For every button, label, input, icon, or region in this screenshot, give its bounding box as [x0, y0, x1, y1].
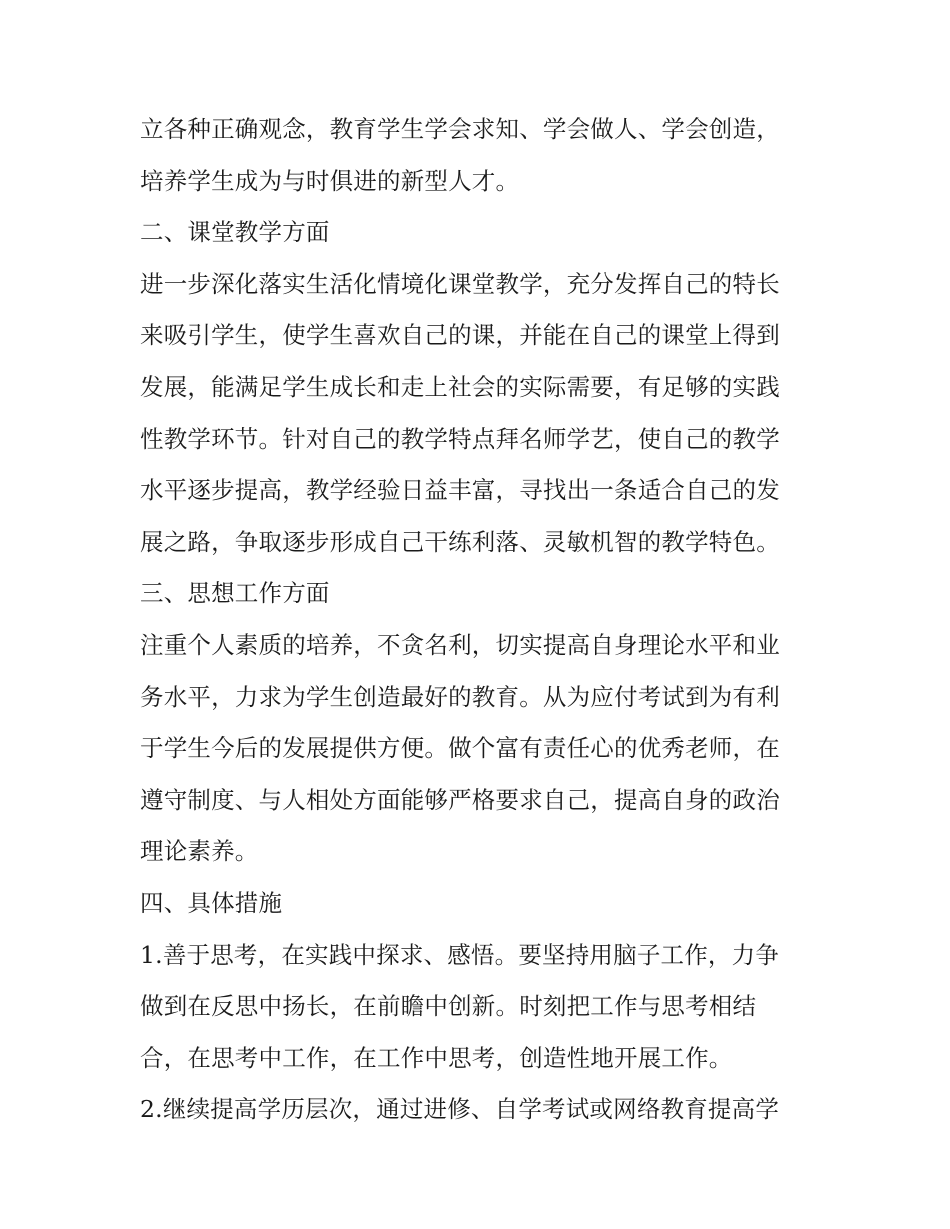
text-line: 理论素养。: [140, 837, 259, 866]
list-item-line: 1.善于思考，在实践中探求、感悟。要坚持用脑子工作，力争: [140, 940, 780, 969]
text-line: 遵守制度、与人相处方面能够严格要求自己，提高自身的政治: [140, 785, 780, 814]
text-line: 做到在反思中扬长，在前瞻中创新。时刻把工作与思考相结: [140, 992, 757, 1021]
text-line: 立各种正确观念，教育学生学会求知、学会做人、学会创造，: [140, 115, 780, 143]
list-item-line: 2.继续提高学历层次，通过进修、自学考试或网络教育提高学: [140, 1095, 780, 1124]
section-heading: 二、课堂教学方面: [140, 218, 330, 247]
text-line: 展之路，争取逐步形成自己干练利落、灵敏机智的教学特色。: [140, 527, 780, 556]
text-line: 于学生今后的发展提供方便。做个富有责任心的优秀老师，在: [140, 734, 780, 763]
text-line: 务水平，力求为学生创造最好的教育。从为应付考试到为有利: [140, 682, 780, 711]
text-line: 来吸引学生，使学生喜欢自己的课，并能在自己的课堂上得到: [140, 321, 780, 350]
text-line: 合，在思考中工作，在工作中思考，创造性地开展工作。: [140, 1043, 733, 1072]
text-line: 性教学环节。针对自己的教学特点拜名师学艺，使自己的教学: [140, 424, 780, 453]
section-heading: 三、思想工作方面: [140, 579, 330, 608]
text-line: 进一步深化落实生活化情境化课堂教学，充分发挥自己的特长: [140, 269, 780, 298]
text-line: 注重个人素质的培养，不贪名利，切实提高自身理论水平和业: [140, 630, 780, 659]
document-body: [140, 104, 820, 1136]
text-line: 水平逐步提高，教学经验日益丰富，寻找出一条适合自己的发: [140, 476, 780, 505]
section-heading: 四、具体措施: [140, 888, 283, 917]
text-line: 发展，能满足学生成长和走上社会的实际需要，有足够的实践: [140, 372, 780, 401]
text-line: 培养学生成为与时俱进的新型人才。: [140, 166, 520, 195]
